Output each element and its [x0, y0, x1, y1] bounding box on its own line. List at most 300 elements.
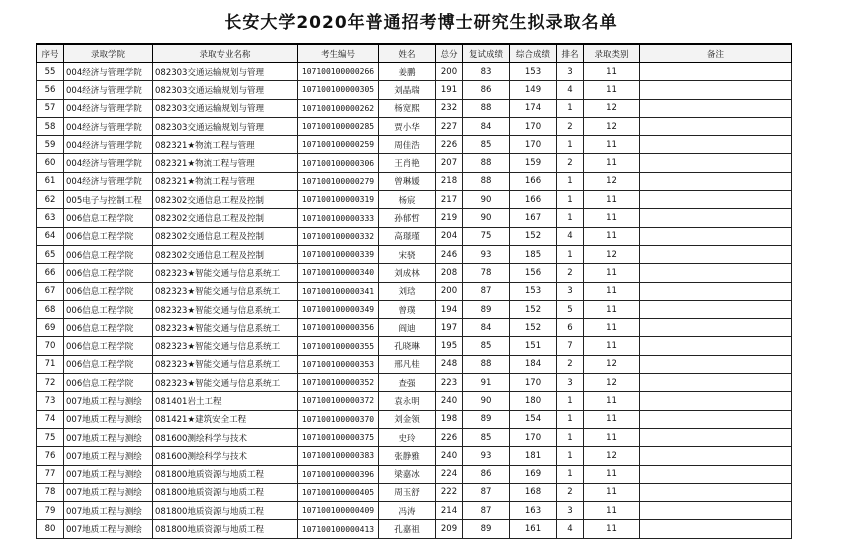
cell-college: 007地质工程与测绘	[64, 392, 153, 410]
cell-composite: 153	[510, 282, 557, 300]
cell-rank: 3	[557, 63, 584, 81]
cell-college: 007地质工程与测绘	[64, 520, 153, 538]
cell-category: 12	[584, 99, 640, 117]
cell-major: 082302交通信息工程及控制	[153, 209, 298, 227]
cell-name: 冯涛	[379, 502, 436, 520]
table-row	[37, 172, 792, 190]
cell-remarks	[640, 355, 792, 373]
cell-exam-id: 107100100000352	[298, 374, 379, 392]
cell-exam-id: 107100100000413	[298, 520, 379, 538]
cell-exam-id: 107100100000355	[298, 337, 379, 355]
cell-name: 曾璞	[379, 300, 436, 318]
table-row	[37, 502, 792, 520]
cell-name: 姜鹏	[379, 63, 436, 81]
cell-retest: 85	[463, 337, 510, 355]
cell-category: 11	[584, 337, 640, 355]
cell-major: 082302交通信息工程及控制	[153, 191, 298, 209]
cell-total: 208	[436, 264, 463, 282]
cell-name: 刘晶瑞	[379, 81, 436, 99]
cell-college: 005电子与控制工程	[64, 191, 153, 209]
header-total: 总分	[436, 44, 463, 63]
page-title: 长安大学2020年普通招考博士研究生拟录取名单	[224, 13, 618, 33]
cell-seq: 70	[37, 337, 64, 355]
cell-exam-id: 107100100000409	[298, 502, 379, 520]
cell-major: 082323★智能交通与信息系统工	[153, 319, 298, 337]
cell-total: 227	[436, 117, 463, 135]
cell-name: 宋骁	[379, 245, 436, 263]
cell-rank: 1	[557, 447, 584, 465]
header-seq: 序号	[37, 44, 64, 63]
cell-college: 007地质工程与测绘	[64, 428, 153, 446]
cell-rank: 1	[557, 392, 584, 410]
header-major: 录取专业名称	[153, 44, 298, 63]
cell-seq: 75	[37, 428, 64, 446]
cell-category: 11	[584, 428, 640, 446]
header-name: 姓名	[379, 44, 436, 63]
cell-total: 214	[436, 502, 463, 520]
cell-rank: 3	[557, 502, 584, 520]
cell-composite: 163	[510, 502, 557, 520]
cell-major: 081800地质资源与地质工程	[153, 483, 298, 501]
cell-seq: 80	[37, 520, 64, 538]
cell-total: 219	[436, 209, 463, 227]
cell-category: 11	[584, 209, 640, 227]
cell-seq: 64	[37, 227, 64, 245]
cell-rank: 2	[557, 154, 584, 172]
cell-exam-id: 107100100000319	[298, 191, 379, 209]
cell-category: 11	[584, 410, 640, 428]
cell-composite: 168	[510, 483, 557, 501]
cell-name: 杨宽熙	[379, 99, 436, 117]
cell-college: 006信息工程学院	[64, 355, 153, 373]
cell-college: 006信息工程学院	[64, 264, 153, 282]
cell-name: 杨宸	[379, 191, 436, 209]
cell-seq: 76	[37, 447, 64, 465]
cell-composite: 166	[510, 191, 557, 209]
cell-category: 11	[584, 282, 640, 300]
cell-name: 阎迪	[379, 319, 436, 337]
cell-seq: 72	[37, 374, 64, 392]
cell-rank: 3	[557, 374, 584, 392]
cell-major: 082303交通运输规划与管理	[153, 63, 298, 81]
cell-exam-id: 107100100000340	[298, 264, 379, 282]
cell-name: 邢凡桂	[379, 355, 436, 373]
cell-rank: 6	[557, 319, 584, 337]
cell-exam-id: 107100100000356	[298, 319, 379, 337]
cell-name: 袁永明	[379, 392, 436, 410]
cell-seq: 69	[37, 319, 64, 337]
cell-major: 082303交通运输规划与管理	[153, 99, 298, 117]
cell-rank: 2	[557, 264, 584, 282]
cell-rank: 7	[557, 337, 584, 355]
cell-college: 007地质工程与测绘	[64, 410, 153, 428]
cell-seq: 73	[37, 392, 64, 410]
cell-retest: 89	[463, 410, 510, 428]
cell-name: 刘金领	[379, 410, 436, 428]
table-row	[37, 300, 792, 318]
cell-composite: 170	[510, 136, 557, 154]
cell-total: 194	[436, 300, 463, 318]
cell-seq: 61	[37, 172, 64, 190]
cell-seq: 60	[37, 154, 64, 172]
cell-retest: 87	[463, 483, 510, 501]
cell-rank: 4	[557, 227, 584, 245]
cell-college: 006信息工程学院	[64, 319, 153, 337]
header-rank: 排名	[557, 44, 584, 63]
cell-composite: 156	[510, 264, 557, 282]
cell-remarks	[640, 410, 792, 428]
cell-college: 006信息工程学院	[64, 245, 153, 263]
cell-retest: 86	[463, 81, 510, 99]
table-row	[37, 337, 792, 355]
cell-exam-id: 107100100000375	[298, 428, 379, 446]
cell-college: 006信息工程学院	[64, 282, 153, 300]
cell-exam-id: 107100100000339	[298, 245, 379, 263]
cell-category: 11	[584, 483, 640, 501]
cell-college: 006信息工程学院	[64, 227, 153, 245]
cell-college: 007地质工程与测绘	[64, 483, 153, 501]
cell-composite: 167	[510, 209, 557, 227]
cell-seq: 59	[37, 136, 64, 154]
cell-college: 006信息工程学院	[64, 374, 153, 392]
table-row	[37, 392, 792, 410]
cell-major: 082323★智能交通与信息系统工	[153, 264, 298, 282]
cell-exam-id: 107100100000405	[298, 483, 379, 501]
cell-remarks	[640, 428, 792, 446]
cell-major: 081800地质资源与地质工程	[153, 520, 298, 538]
cell-retest: 85	[463, 428, 510, 446]
cell-total: 200	[436, 63, 463, 81]
cell-category: 11	[584, 63, 640, 81]
cell-remarks	[640, 374, 792, 392]
cell-category: 11	[584, 227, 640, 245]
cell-composite: 169	[510, 465, 557, 483]
cell-remarks	[640, 483, 792, 501]
cell-exam-id: 107100100000396	[298, 465, 379, 483]
cell-remarks	[640, 520, 792, 538]
cell-retest: 89	[463, 520, 510, 538]
cell-remarks	[640, 227, 792, 245]
table-row	[37, 63, 792, 81]
cell-total: 197	[436, 319, 463, 337]
cell-college: 004经济与管理学院	[64, 63, 153, 81]
cell-exam-id: 107100100000305	[298, 81, 379, 99]
cell-retest: 87	[463, 282, 510, 300]
cell-college: 007地质工程与测绘	[64, 465, 153, 483]
cell-exam-id: 107100100000266	[298, 63, 379, 81]
cell-exam-id: 107100100000341	[298, 282, 379, 300]
cell-composite: 161	[510, 520, 557, 538]
cell-seq: 68	[37, 300, 64, 318]
table-row	[37, 264, 792, 282]
cell-seq: 58	[37, 117, 64, 135]
cell-rank: 1	[557, 410, 584, 428]
table-row	[37, 209, 792, 227]
cell-retest: 90	[463, 392, 510, 410]
cell-category: 12	[584, 245, 640, 263]
cell-rank: 4	[557, 81, 584, 99]
cell-total: 223	[436, 374, 463, 392]
cell-seq: 55	[37, 63, 64, 81]
cell-seq: 67	[37, 282, 64, 300]
cell-name: 史玲	[379, 428, 436, 446]
cell-seq: 62	[37, 191, 64, 209]
cell-college: 004经济与管理学院	[64, 81, 153, 99]
table-row	[37, 191, 792, 209]
cell-exam-id: 107100100000333	[298, 209, 379, 227]
cell-category: 12	[584, 172, 640, 190]
cell-category: 11	[584, 465, 640, 483]
cell-major: 082321★物流工程与管理	[153, 172, 298, 190]
cell-category: 12	[584, 117, 640, 135]
cell-retest: 93	[463, 447, 510, 465]
cell-seq: 71	[37, 355, 64, 373]
cell-total: 226	[436, 428, 463, 446]
table-row	[37, 319, 792, 337]
cell-retest: 86	[463, 465, 510, 483]
cell-major: 082323★智能交通与信息系统工	[153, 282, 298, 300]
cell-category: 11	[584, 392, 640, 410]
cell-remarks	[640, 154, 792, 172]
cell-composite: 174	[510, 99, 557, 117]
cell-exam-id: 107100100000279	[298, 172, 379, 190]
cell-remarks	[640, 282, 792, 300]
table-row	[37, 136, 792, 154]
cell-major: 081800地质资源与地质工程	[153, 465, 298, 483]
cell-rank: 1	[557, 209, 584, 227]
cell-total: 200	[436, 282, 463, 300]
cell-remarks	[640, 465, 792, 483]
cell-exam-id: 107100100000259	[298, 136, 379, 154]
cell-seq: 56	[37, 81, 64, 99]
cell-seq: 66	[37, 264, 64, 282]
cell-rank: 1	[557, 191, 584, 209]
cell-total: 222	[436, 483, 463, 501]
cell-category: 11	[584, 502, 640, 520]
cell-remarks	[640, 136, 792, 154]
cell-total: 198	[436, 410, 463, 428]
cell-total: 246	[436, 245, 463, 263]
cell-retest: 84	[463, 319, 510, 337]
cell-major: 081600测绘科学与技术	[153, 447, 298, 465]
cell-retest: 89	[463, 300, 510, 318]
cell-composite: 181	[510, 447, 557, 465]
cell-college: 006信息工程学院	[64, 337, 153, 355]
cell-retest: 90	[463, 209, 510, 227]
cell-name: 张静雅	[379, 447, 436, 465]
header-retest: 复试成绩	[463, 44, 510, 63]
cell-category: 12	[584, 374, 640, 392]
cell-remarks	[640, 209, 792, 227]
cell-college: 004经济与管理学院	[64, 154, 153, 172]
table-row	[37, 227, 792, 245]
cell-total: 224	[436, 465, 463, 483]
cell-name: 孙郁哲	[379, 209, 436, 227]
cell-retest: 90	[463, 191, 510, 209]
cell-seq: 74	[37, 410, 64, 428]
cell-exam-id: 107100100000332	[298, 227, 379, 245]
cell-composite: 153	[510, 63, 557, 81]
cell-retest: 88	[463, 355, 510, 373]
cell-remarks	[640, 392, 792, 410]
cell-retest: 85	[463, 136, 510, 154]
table-row	[37, 81, 792, 99]
cell-exam-id: 107100100000349	[298, 300, 379, 318]
cell-composite: 170	[510, 117, 557, 135]
admission-table	[36, 43, 792, 539]
table-row	[37, 410, 792, 428]
cell-remarks	[640, 447, 792, 465]
cell-college: 006信息工程学院	[64, 209, 153, 227]
cell-rank: 1	[557, 428, 584, 446]
cell-major: 081421★建筑安全工程	[153, 410, 298, 428]
cell-category: 11	[584, 154, 640, 172]
cell-major: 081600测绘科学与技术	[153, 428, 298, 446]
cell-name: 王肖艳	[379, 154, 436, 172]
cell-exam-id: 107100100000262	[298, 99, 379, 117]
cell-retest: 78	[463, 264, 510, 282]
cell-category: 11	[584, 136, 640, 154]
cell-rank: 5	[557, 300, 584, 318]
cell-seq: 79	[37, 502, 64, 520]
table-row	[37, 99, 792, 117]
cell-major: 082323★智能交通与信息系统工	[153, 355, 298, 373]
cell-composite: 170	[510, 428, 557, 446]
cell-rank: 1	[557, 465, 584, 483]
cell-name: 刘成林	[379, 264, 436, 282]
cell-category: 11	[584, 520, 640, 538]
header-remarks: 备注	[640, 44, 792, 63]
cell-college: 004经济与管理学院	[64, 136, 153, 154]
cell-total: 207	[436, 154, 463, 172]
cell-composite: 149	[510, 81, 557, 99]
cell-remarks	[640, 81, 792, 99]
cell-remarks	[640, 172, 792, 190]
cell-composite: 151	[510, 337, 557, 355]
cell-rank: 1	[557, 99, 584, 117]
table-row	[37, 245, 792, 263]
cell-composite: 159	[510, 154, 557, 172]
table-row	[37, 520, 792, 538]
cell-name: 刘琀	[379, 282, 436, 300]
cell-category: 11	[584, 300, 640, 318]
table-row	[37, 355, 792, 373]
cell-category: 11	[584, 191, 640, 209]
cell-exam-id: 107100100000372	[298, 392, 379, 410]
cell-name: 查强	[379, 374, 436, 392]
table-row	[37, 465, 792, 483]
cell-name: 高璟瑾	[379, 227, 436, 245]
cell-total: 248	[436, 355, 463, 373]
cell-composite: 154	[510, 410, 557, 428]
cell-name: 梁嘉冰	[379, 465, 436, 483]
cell-retest: 88	[463, 99, 510, 117]
cell-retest: 83	[463, 63, 510, 81]
table-row	[37, 483, 792, 501]
cell-composite: 184	[510, 355, 557, 373]
cell-exam-id: 107100100000370	[298, 410, 379, 428]
cell-major: 082303交通运输规划与管理	[153, 117, 298, 135]
cell-composite: 152	[510, 227, 557, 245]
cell-remarks	[640, 502, 792, 520]
cell-rank: 1	[557, 172, 584, 190]
cell-major: 082321★物流工程与管理	[153, 154, 298, 172]
cell-total: 232	[436, 99, 463, 117]
cell-major: 082302交通信息工程及控制	[153, 245, 298, 263]
cell-retest: 84	[463, 117, 510, 135]
table-row	[37, 282, 792, 300]
cell-total: 240	[436, 447, 463, 465]
cell-rank: 1	[557, 136, 584, 154]
cell-composite: 152	[510, 319, 557, 337]
cell-name: 孔嘉祖	[379, 520, 436, 538]
cell-remarks	[640, 264, 792, 282]
cell-remarks	[640, 300, 792, 318]
cell-major: 081401岩土工程	[153, 392, 298, 410]
cell-total: 218	[436, 172, 463, 190]
cell-remarks	[640, 191, 792, 209]
cell-seq: 63	[37, 209, 64, 227]
table-row	[37, 447, 792, 465]
cell-composite: 170	[510, 374, 557, 392]
cell-rank: 2	[557, 117, 584, 135]
cell-rank: 3	[557, 282, 584, 300]
table-row	[37, 428, 792, 446]
cell-name: 周玉舒	[379, 483, 436, 501]
cell-remarks	[640, 319, 792, 337]
cell-remarks	[640, 99, 792, 117]
cell-college: 004经济与管理学院	[64, 172, 153, 190]
cell-seq: 57	[37, 99, 64, 117]
cell-college: 006信息工程学院	[64, 300, 153, 318]
cell-exam-id: 107100100000383	[298, 447, 379, 465]
cell-remarks	[640, 63, 792, 81]
cell-college: 004经济与管理学院	[64, 117, 153, 135]
cell-seq: 65	[37, 245, 64, 263]
cell-college: 007地质工程与测绘	[64, 447, 153, 465]
cell-rank: 4	[557, 520, 584, 538]
cell-remarks	[640, 337, 792, 355]
cell-seq: 77	[37, 465, 64, 483]
cell-total: 240	[436, 392, 463, 410]
cell-total: 204	[436, 227, 463, 245]
cell-retest: 93	[463, 245, 510, 263]
cell-major: 082303交通运输规划与管理	[153, 81, 298, 99]
table-row	[37, 374, 792, 392]
cell-exam-id: 107100100000285	[298, 117, 379, 135]
cell-retest: 87	[463, 502, 510, 520]
cell-category: 12	[584, 355, 640, 373]
cell-major: 082323★智能交通与信息系统工	[153, 300, 298, 318]
cell-seq: 78	[37, 483, 64, 501]
cell-total: 209	[436, 520, 463, 538]
cell-major: 082323★智能交通与信息系统工	[153, 374, 298, 392]
header-composite: 综合成绩	[510, 44, 557, 63]
cell-composite: 152	[510, 300, 557, 318]
cell-category: 12	[584, 447, 640, 465]
header-category: 录取类别	[584, 44, 640, 63]
cell-name: 曾琳媛	[379, 172, 436, 190]
cell-name: 贾小华	[379, 117, 436, 135]
header-exam-id: 考生编号	[298, 44, 379, 63]
cell-retest: 88	[463, 172, 510, 190]
cell-major: 082321★物流工程与管理	[153, 136, 298, 154]
cell-composite: 180	[510, 392, 557, 410]
cell-retest: 88	[463, 154, 510, 172]
cell-major: 082302交通信息工程及控制	[153, 227, 298, 245]
cell-name: 周佳浩	[379, 136, 436, 154]
cell-name: 孔晓琳	[379, 337, 436, 355]
